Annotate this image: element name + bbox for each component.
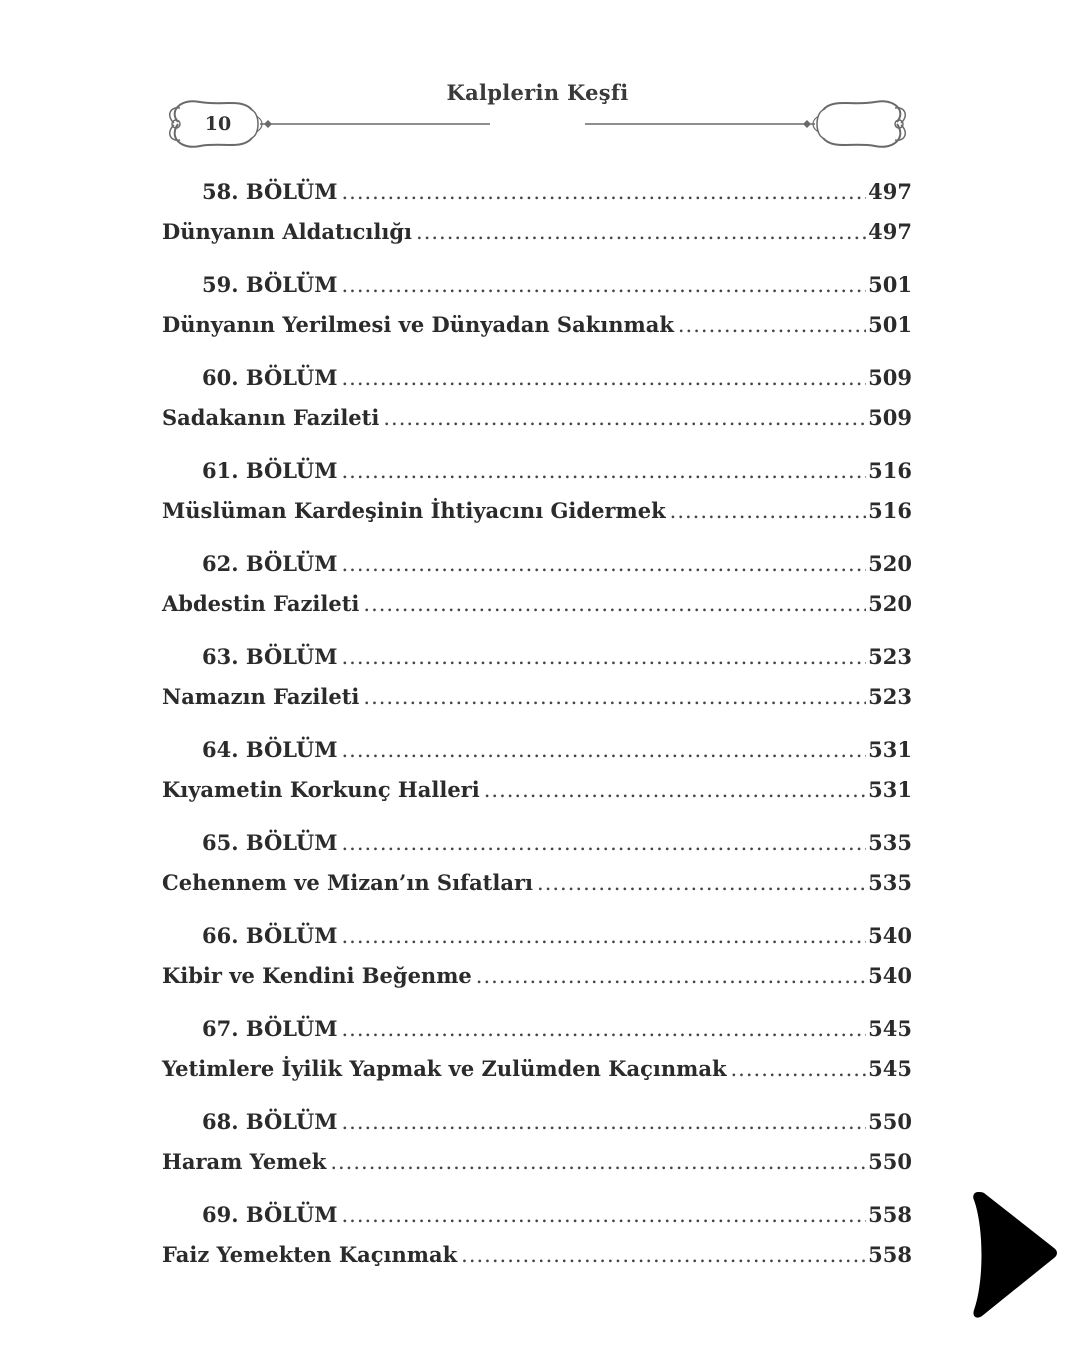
- section-page-number: 531: [868, 777, 912, 802]
- dot-leader: [484, 770, 866, 810]
- chapter-page-number: 523: [868, 644, 912, 669]
- dot-leader: [341, 823, 866, 863]
- toc-title-line[interactable]: [162, 212, 912, 252]
- toc-title-line[interactable]: [162, 677, 912, 717]
- chapter-label: 61. BÖLÜM: [202, 458, 338, 483]
- toc-entry: [162, 823, 912, 916]
- section-title: Dünyanın Yerilmesi ve Dünyadan Sakınmak: [162, 312, 674, 337]
- play-arrow-icon: [968, 1188, 1060, 1322]
- dot-leader: [537, 863, 866, 903]
- chapter-page-number: 509: [868, 365, 912, 390]
- toc-title-line[interactable]: [162, 584, 912, 624]
- chapter-label: 59. BÖLÜM: [202, 272, 338, 297]
- toc-entry: [162, 265, 912, 358]
- toc-title-line[interactable]: [162, 1235, 912, 1275]
- section-title: Abdestin Fazileti: [162, 591, 360, 616]
- section-page-number: 545: [868, 1056, 912, 1081]
- section-page-number: 558: [868, 1242, 912, 1267]
- chapter-page-number: 545: [868, 1016, 912, 1041]
- toc-entry: [162, 172, 912, 265]
- section-title: Müslüman Kardeşinin İhtiyacını Gidermek: [162, 498, 666, 523]
- section-page-number: 523: [868, 684, 912, 709]
- dot-leader: [330, 1142, 866, 1182]
- chapter-label: 60. BÖLÜM: [202, 365, 338, 390]
- dot-leader: [383, 398, 866, 438]
- toc-chapter-line[interactable]: [162, 1009, 912, 1049]
- dot-leader: [670, 491, 867, 531]
- toc-title-line[interactable]: [162, 1049, 912, 1089]
- section-page-number: 535: [868, 870, 912, 895]
- toc-chapter-line[interactable]: [162, 358, 912, 398]
- toc-chapter-line[interactable]: [162, 544, 912, 584]
- section-page-number: 550: [868, 1149, 912, 1174]
- chapter-label: 58. BÖLÜM: [202, 179, 338, 204]
- chapter-page-number: 516: [868, 458, 912, 483]
- page-header: [160, 78, 915, 158]
- toc-title-line[interactable]: [162, 770, 912, 810]
- dot-leader: [678, 305, 866, 345]
- chapter-page-number: 531: [868, 737, 912, 762]
- toc-title-line[interactable]: [162, 305, 912, 345]
- toc-entry: [162, 637, 912, 730]
- dot-leader: [341, 1195, 866, 1235]
- chapter-label: 64. BÖLÜM: [202, 737, 338, 762]
- dot-leader: [341, 1102, 866, 1142]
- section-title: Haram Yemek: [162, 1149, 327, 1174]
- toc-entry: [162, 1195, 912, 1288]
- chapter-label: 65. BÖLÜM: [202, 830, 338, 855]
- section-title: Dünyanın Aldatıcılığı: [162, 219, 413, 244]
- toc-chapter-line[interactable]: [162, 172, 912, 212]
- chapter-label: 69. BÖLÜM: [202, 1202, 338, 1227]
- next-page-button[interactable]: [968, 1188, 1060, 1322]
- dot-leader: [341, 730, 866, 770]
- dot-leader: [341, 1009, 866, 1049]
- chapter-label: 62. BÖLÜM: [202, 551, 338, 576]
- section-page-number: 497: [868, 219, 912, 244]
- toc-chapter-line[interactable]: [162, 916, 912, 956]
- toc-chapter-line[interactable]: [162, 637, 912, 677]
- section-title: Kıyametin Korkunç Halleri: [162, 777, 480, 802]
- section-page-number: 509: [868, 405, 912, 430]
- floral-scroll-ornament-icon: [160, 92, 915, 154]
- section-title: Namazın Fazileti: [162, 684, 360, 709]
- dot-leader: [461, 1235, 866, 1275]
- chapter-page-number: 540: [868, 923, 912, 948]
- book-title: Kalplerin Keşfi: [446, 80, 629, 105]
- section-title: Yetimlere İyilik Yapmak ve Zulümden Kaçınmak: [162, 1056, 727, 1081]
- page-number: 10: [204, 113, 232, 135]
- toc-chapter-line[interactable]: [162, 265, 912, 305]
- section-title: Faiz Yemekten Kaçınmak: [162, 1242, 458, 1267]
- toc-chapter-line[interactable]: [162, 730, 912, 770]
- chapter-label: 63. BÖLÜM: [202, 644, 338, 669]
- dot-leader: [363, 677, 866, 717]
- dot-leader: [341, 544, 866, 584]
- dot-leader: [416, 212, 866, 252]
- dot-leader: [476, 956, 866, 996]
- toc-title-line[interactable]: [162, 491, 912, 531]
- table-of-contents: [162, 172, 912, 1288]
- toc-entry: [162, 1009, 912, 1102]
- chapter-page-number: 535: [868, 830, 912, 855]
- dot-leader: [341, 172, 866, 212]
- section-page-number: 540: [868, 963, 912, 988]
- chapter-page-number: 558: [868, 1202, 912, 1227]
- section-title: Kibir ve Kendini Beğenme: [162, 963, 472, 988]
- chapter-page-number: 501: [868, 272, 912, 297]
- chapter-label: 68. BÖLÜM: [202, 1109, 338, 1134]
- toc-chapter-line[interactable]: [162, 451, 912, 491]
- toc-entry: [162, 358, 912, 451]
- dot-leader: [363, 584, 866, 624]
- toc-title-line[interactable]: [162, 956, 912, 996]
- chapter-page-number: 550: [868, 1109, 912, 1134]
- chapter-label: 67. BÖLÜM: [202, 1016, 338, 1041]
- toc-title-line[interactable]: [162, 398, 912, 438]
- toc-entry: [162, 451, 912, 544]
- chapter-page-number: 497: [868, 179, 912, 204]
- dot-leader: [731, 1049, 867, 1089]
- toc-entry: [162, 730, 912, 823]
- section-page-number: 516: [868, 498, 912, 523]
- toc-entry: [162, 1102, 912, 1195]
- dot-leader: [341, 637, 866, 677]
- section-page-number: 501: [868, 312, 912, 337]
- toc-chapter-line[interactable]: [162, 823, 912, 863]
- dot-leader: [341, 265, 866, 305]
- dot-leader: [341, 451, 866, 491]
- toc-entry: [162, 916, 912, 1009]
- chapter-page-number: 520: [868, 551, 912, 576]
- toc-chapter-line[interactable]: [162, 1195, 912, 1235]
- chapter-label: 66. BÖLÜM: [202, 923, 338, 948]
- toc-title-line[interactable]: [162, 1142, 912, 1182]
- toc-entry: [162, 544, 912, 637]
- toc-title-line[interactable]: [162, 863, 912, 903]
- section-title: Cehennem ve Mizan’ın Sıfatları: [162, 870, 534, 895]
- dot-leader: [341, 916, 866, 956]
- section-page-number: 520: [868, 591, 912, 616]
- toc-chapter-line[interactable]: [162, 1102, 912, 1142]
- section-title: Sadakanın Fazileti: [162, 405, 380, 430]
- dot-leader: [341, 358, 866, 398]
